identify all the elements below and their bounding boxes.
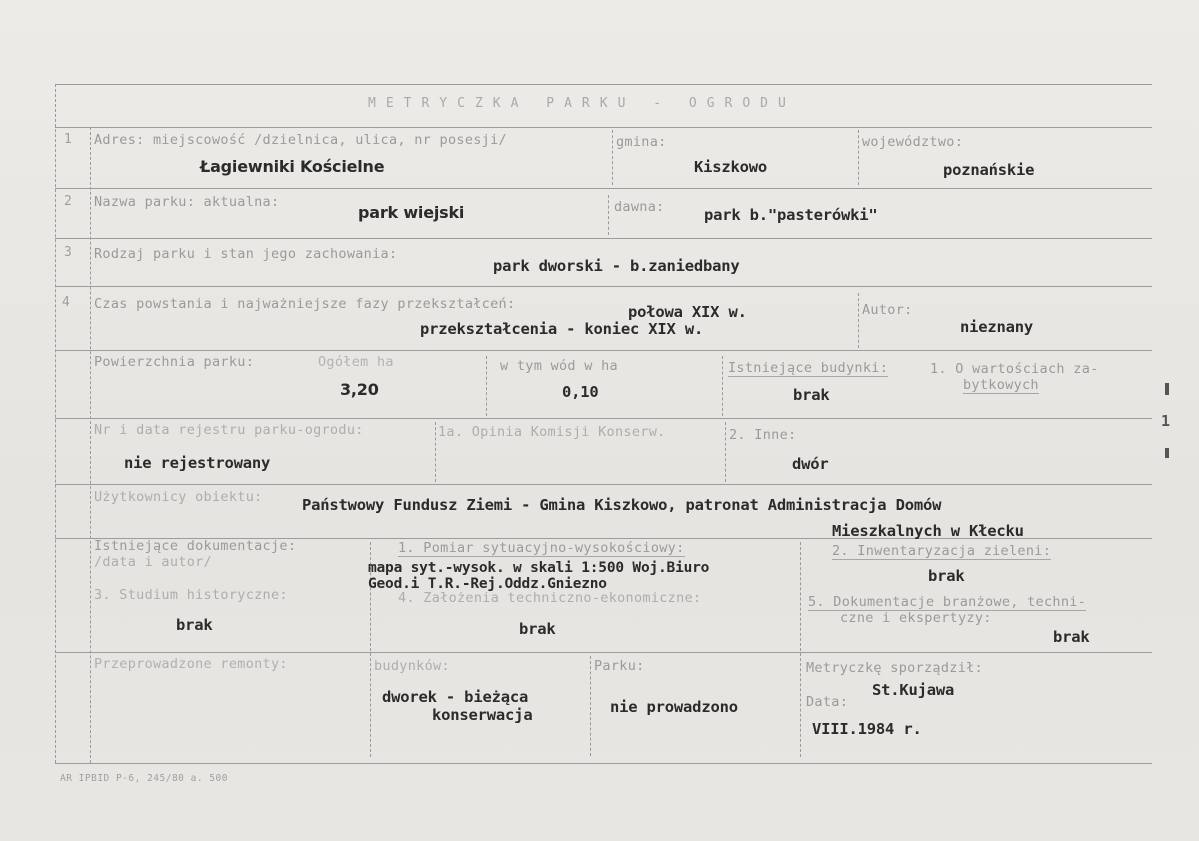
buildings-sub-label: 1. O wartościach za- — [930, 361, 1099, 377]
area-value: 3,20 — [340, 380, 379, 399]
divider — [722, 356, 723, 416]
former-name-label: dawna: — [614, 199, 665, 215]
row-number: 4 — [62, 295, 70, 310]
author-label: Autor: — [862, 302, 913, 318]
users-label: Użytkownicy obiektu: — [94, 489, 263, 505]
repairs-buildings-value-1: dworek - bieżąca — [382, 688, 529, 706]
survey-value-1: mapa syt.-wysok. w skali 1:500 Woj.Biuro — [368, 560, 710, 576]
buildings-value: brak — [793, 386, 830, 404]
row-number: 2 — [64, 194, 72, 209]
water-value: 0,10 — [562, 383, 599, 401]
survey-label: 1. Pomiar sytuacyjno-wysokościowy: — [398, 540, 685, 556]
date-label: Data: — [806, 694, 849, 710]
users-value-2: Mieszkalnych w Kłecku — [832, 522, 1024, 540]
park-type-label: Rodzaj parku i stan jego zachowania: — [94, 246, 398, 262]
prepared-by-label: Metryczkę sporządził: — [806, 660, 983, 676]
rule — [55, 188, 1152, 189]
divider — [612, 130, 613, 185]
users-value-1: Państwowy Fundusz Ziemi - Gmina Kiszkowo, patronat Administracja Domów — [302, 496, 942, 514]
register-label: Nr i data rejestru parku-ogrodu: — [94, 422, 364, 438]
divider — [435, 422, 436, 482]
branch-docs-label: 5. Dokumentacje branżowe, techni- — [808, 594, 1087, 610]
area-label: Powierzchnia parku: — [94, 354, 255, 370]
technical-label: 4. Założenia techniczno-ekonomiczne: — [398, 590, 702, 606]
area-total-label: Ogółem ha — [318, 354, 394, 370]
period-value-1: połowa XIX w. — [628, 303, 747, 321]
number-column-border — [90, 127, 91, 763]
rule — [55, 484, 1152, 485]
divider — [725, 422, 726, 482]
rule — [55, 350, 1152, 351]
park-name-value: park wiejski — [358, 203, 465, 222]
divider — [800, 542, 801, 757]
rule — [55, 238, 1152, 239]
divider — [486, 356, 487, 416]
docs-label: Istniejące dokumentacje: — [94, 538, 297, 554]
edge-mark — [1165, 383, 1169, 395]
buildings-label: Istniejące budynki: — [728, 360, 889, 376]
water-label: w tym wód w ha — [500, 358, 618, 374]
repairs-buildings-value-2: konserwacja — [432, 706, 533, 724]
other-label: 2. Inne: — [729, 427, 797, 443]
form-footer: AR IPBID P-6, 245/80 a. 500 — [60, 773, 228, 784]
voivodeship-label: województwo: — [862, 134, 964, 150]
other-value: dwór — [792, 455, 829, 473]
row-number: 1 — [64, 132, 72, 147]
card-title: METRYCZKA PARKU - OGRODU — [368, 96, 796, 111]
divider — [858, 130, 859, 185]
gmina-label: gmina: — [616, 134, 667, 150]
register-value: nie rejestrowany — [124, 454, 271, 472]
former-name-value: park b."pasterówki" — [704, 206, 878, 224]
row-number: 3 — [64, 245, 72, 260]
rule — [55, 763, 1152, 764]
divider — [858, 293, 859, 348]
voivodeship-value: poznańskie — [943, 161, 1035, 179]
docs-sub-label: /data i autor/ — [94, 554, 212, 570]
conservation-opinion-label: 1a. Opinia Komisji Konserw. — [438, 424, 666, 440]
repairs-park-label: Parku: — [594, 658, 645, 674]
inventory-label: 2. Inwentaryzacja zieleni: — [832, 543, 1052, 559]
repairs-label: Przeprowadzone remonty: — [94, 656, 288, 672]
page-number-mark: 1 — [1161, 412, 1171, 430]
technical-value: brak — [519, 620, 556, 638]
park-type-value: park dworski - b.zaniedbany — [493, 257, 740, 275]
rule — [55, 127, 1152, 128]
branch-docs-value: brak — [1053, 628, 1090, 646]
prepared-by-value: St.Kujawa — [872, 681, 955, 699]
period-value-2: przekształcenia - koniec XIX w. — [420, 320, 704, 338]
survey-value-2: Geod.i T.R.-Rej.Oddz.Gniezno — [368, 576, 607, 592]
divider — [608, 195, 609, 235]
edge-mark — [1165, 448, 1169, 458]
repairs-buildings-label: budynków: — [374, 658, 450, 674]
left-border — [55, 84, 56, 763]
rule — [55, 418, 1152, 419]
rule — [55, 84, 1152, 85]
study-value: brak — [176, 616, 213, 634]
study-label: 3. Studium historyczne: — [94, 587, 288, 603]
address-label: Adres: miejscowość /dzielnica, ulica, nr posesji/ — [94, 132, 507, 148]
author-value: nieznany — [960, 318, 1034, 336]
period-label: Czas powstania i najważniejsze fazy przekształceń: — [94, 296, 516, 312]
buildings-sub-label-2: bytkowych — [963, 377, 1039, 393]
address-value: Łagiewniki Kościelne — [200, 157, 385, 176]
divider — [590, 656, 591, 756]
rule — [55, 652, 1152, 653]
repairs-park-value: nie prowadzono — [610, 698, 738, 716]
park-name-label: Nazwa parku: aktualna: — [94, 194, 280, 210]
gmina-value: Kiszkowo — [694, 158, 768, 176]
branch-docs-label-2: czne i ekspertyzy: — [840, 610, 992, 626]
date-value: VIII.1984 r. — [812, 720, 922, 738]
rule — [55, 286, 1152, 287]
inventory-value: brak — [928, 567, 965, 585]
